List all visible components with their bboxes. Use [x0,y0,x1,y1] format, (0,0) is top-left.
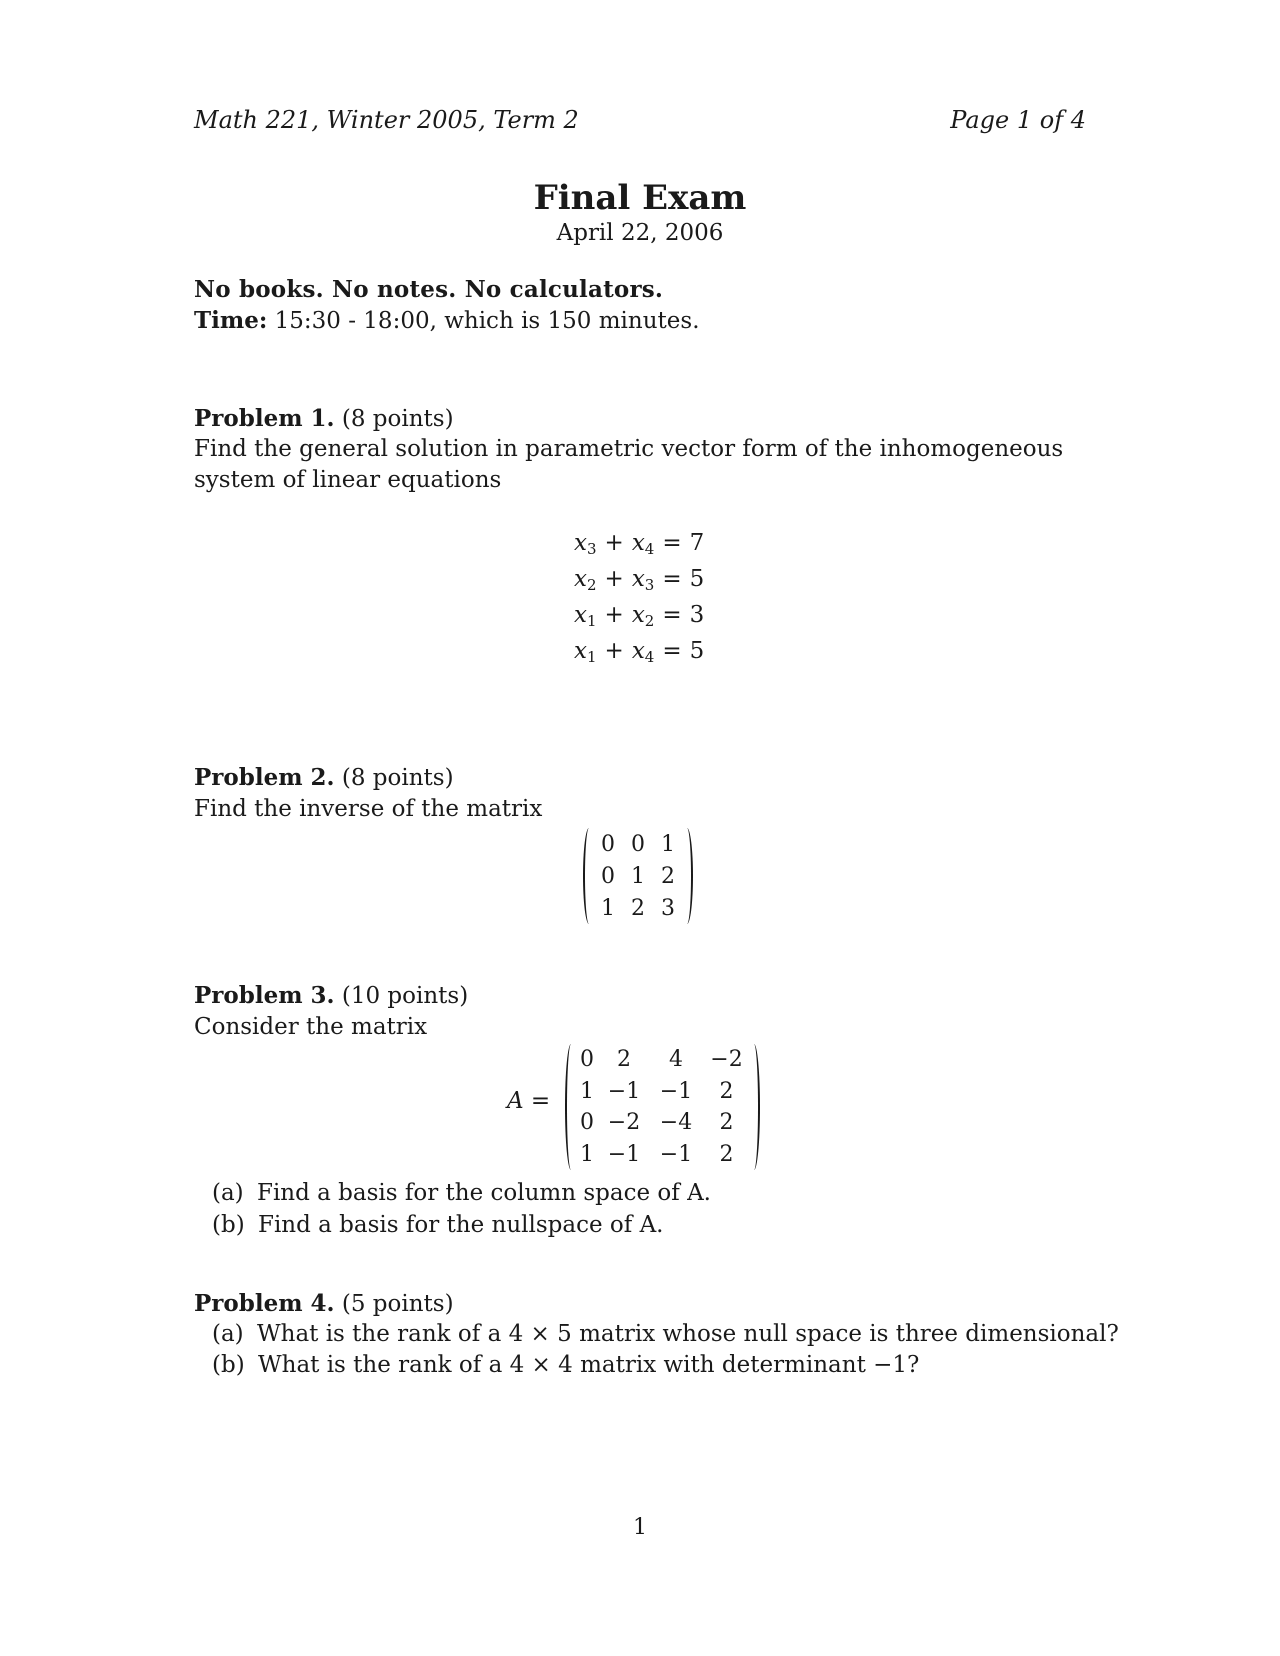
problem-2-label: Problem 2. [194,764,335,791]
part-label: (b) [212,1352,245,1378]
exam-time [194,307,700,334]
problem-3-heading [194,982,468,1009]
problem-2-heading [194,764,454,791]
problem-1-text: Find the general solution in parametric vector form of the inhomogeneous system of linear equations [194,436,1064,493]
problem-3-part-b [212,1212,664,1238]
part-label: (b) [212,1212,245,1238]
matrix-cell: 2 [719,1141,734,1167]
matrix-cell: −2 [607,1110,641,1136]
problem-3-label: Problem 3. [194,982,335,1009]
matrix-a-label: A = [507,1088,551,1114]
part-text: Find a basis for the column space of A. [256,1180,711,1206]
matrix-cell: 0 [580,1110,594,1136]
page-number: 1 [633,1515,647,1540]
part-text: What is the rank of a 4 × 4 matrix with determinant −1? [257,1352,920,1378]
problem-4-label: Problem 4. [194,1290,335,1317]
matrix-cell: −1 [607,1078,641,1104]
problem-1-heading [194,405,454,432]
matrix-cell: 3 [661,895,675,921]
header-page-indicator: Page 1 of 4 [950,106,1086,134]
problem-3-points: (10 points) [341,983,469,1009]
part-label: (a) [212,1321,244,1347]
page-title: Final Exam [533,178,747,218]
matrix-cell: 2 [719,1078,734,1104]
part-text: Find a basis for the nullspace of A. [257,1212,664,1238]
problem-4-part-b [212,1352,919,1378]
matrix-cell: −1 [659,1141,693,1167]
problem-4-points: (5 points) [341,1291,454,1317]
matrix-cell: 1 [661,831,675,857]
equation-row: $x_1 + x_4 = 5$ [574,638,705,666]
problem-2-points: (8 points) [341,765,454,791]
matrix-cell: 2 [617,1047,631,1073]
part-label: (a) [212,1180,244,1206]
problem-2-text: Find the inverse of the matrix [194,796,543,822]
matrix-problem-2 [583,828,693,924]
matrix-cell: 1 [580,1141,594,1167]
matrix-cell: 1 [601,895,615,921]
header-course: Math 221, Winter 2005, Term 2 [194,106,579,134]
matrix-cell: −1 [607,1141,641,1167]
problem-4-heading [194,1290,454,1317]
equation-row: $x_3 + x_4 = 7$ [574,530,705,558]
matrix-cell: 0 [601,831,615,857]
problem-1-points: (8 points) [341,406,454,432]
exam-date: April 22, 2006 [556,220,724,246]
time-text: 15:30 - 18:00, which is 150 minutes. [274,308,700,334]
matrix-cell: 0 [601,863,615,889]
time-label: Time: [194,307,268,334]
matrix-cell: 0 [631,831,645,857]
matrix-a [565,1044,760,1170]
equation-row: $x_1 + x_2 = 3$ [574,602,705,630]
matrix-cell: 1 [580,1078,594,1104]
problem-1-label: Problem 1. [194,405,335,432]
matrix-cell: −4 [659,1110,693,1136]
equation-row: $x_2 + x_3 = 5$ [574,566,705,594]
matrix-cell: −1 [659,1078,693,1104]
matrix-cell: 0 [580,1047,594,1073]
matrix-cell: 1 [631,863,645,889]
problem-4-part-a [212,1321,1119,1347]
matrix-cell: 4 [669,1047,683,1073]
matrix-cell: −2 [710,1047,743,1073]
problem-3-part-a [212,1180,711,1206]
problem-3-text: Consider the matrix [194,1014,428,1040]
part-text: What is the rank of a 4 × 5 matrix whose null space is three dimensional? [256,1321,1119,1347]
matrix-cell: 2 [631,895,645,921]
matrix-cell: 2 [719,1110,734,1136]
matrix-cell: 2 [661,863,675,889]
exam-rules: No books. No notes. No calculators. [194,276,664,303]
